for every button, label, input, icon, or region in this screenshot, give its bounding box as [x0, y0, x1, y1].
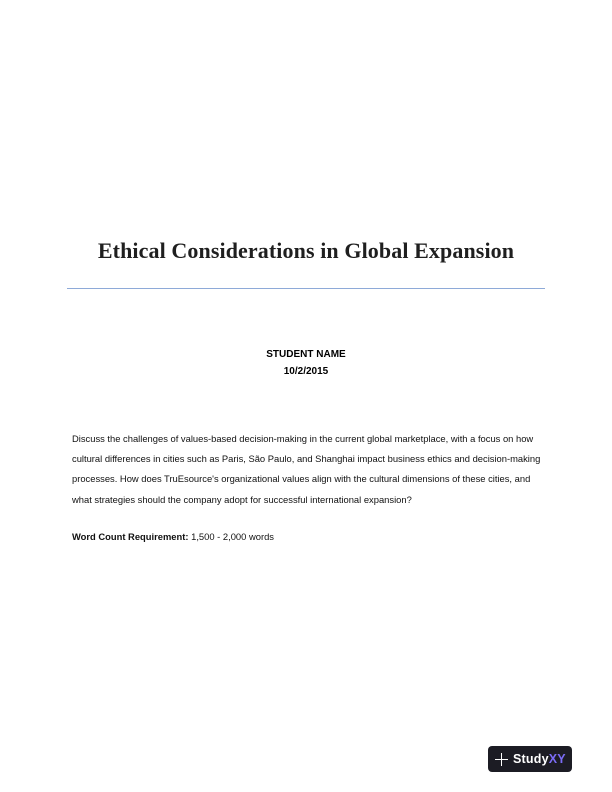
studyxy-badge[interactable]	[488, 746, 572, 772]
plus-icon	[495, 753, 508, 766]
submission-date: 10/2/2015	[283, 366, 329, 377]
word-count-value: 1,500 - 2,000 words	[188, 531, 274, 542]
badge-brand-accent: XY	[548, 752, 566, 766]
student-info	[0, 346, 612, 380]
student-name: STUDENT NAME	[266, 349, 346, 360]
word-count-requirement	[72, 530, 274, 544]
badge-brand	[513, 752, 566, 766]
title-divider	[67, 288, 545, 289]
document-title: Ethical Considerations in Global Expansion	[97, 238, 515, 263]
badge-brand-main: Study	[513, 752, 549, 766]
word-count-label: Word Count Requirement:	[72, 531, 189, 542]
assignment-prompt: Discuss the challenges of values-based decision-making in the current global marketplace, with a focus on how cultural differences in cities such as Paris, São Paulo, and Shanghai impact business ethics and decision-making processes. How does TruEsource's organizational values align with the cultural dimensions of these cities, and what strategies should the company adopt for successful international expansion?	[72, 433, 541, 505]
